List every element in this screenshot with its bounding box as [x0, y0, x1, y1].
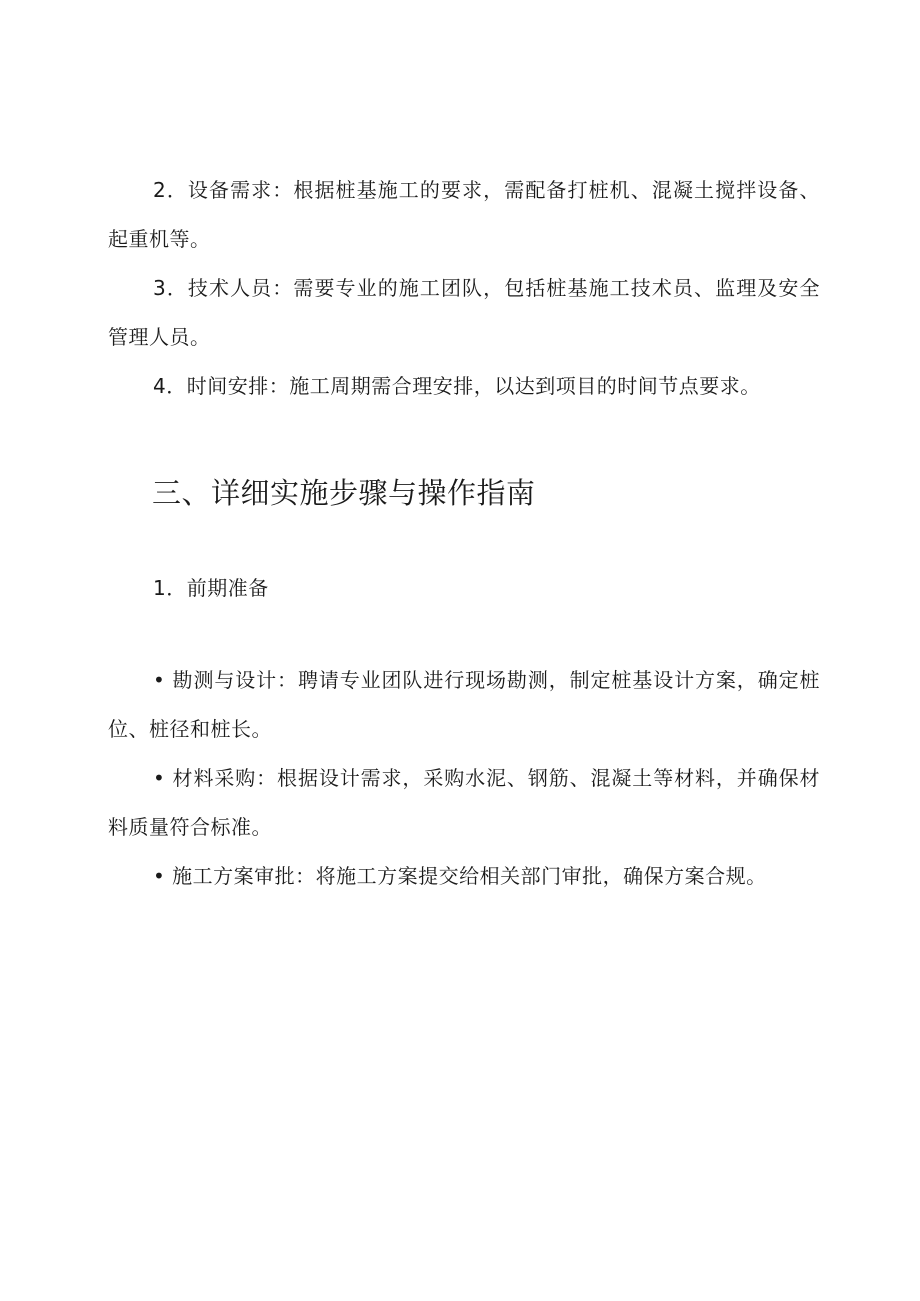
list-item-schedule: 4．时间安排：施工周期需合理安排，以达到项目的时间节点要求。 — [153, 374, 761, 398]
list-item-technical-staff: 3．技术人员：需要专业的施工团队，包括桩基施工技术员、监理及安全管理人员。 — [108, 276, 820, 349]
subsection-heading: 1．前期准备 — [153, 576, 269, 600]
section-heading: 三、详细实施步骤与操作指南 — [152, 476, 536, 510]
list-item-equipment: 2．设备需求：根据桩基施工的要求，需配备打桩机、混凝土搅拌设备、起重机等。 — [108, 178, 820, 251]
bullet-plan-approval: • 施工方案审批：将施工方案提交给相关部门审批，确保方案合规。 — [153, 864, 767, 888]
bullet-material-procurement: • 材料采购：根据设计需求，采购水泥、钢筋、混凝土等材料，并确保材料质量符合标准。 — [108, 766, 820, 839]
bullet-survey-design: • 勘测与设计：聘请专业团队进行现场勘测，制定桩基设计方案，确定桩位、桩径和桩长。 — [108, 668, 820, 741]
